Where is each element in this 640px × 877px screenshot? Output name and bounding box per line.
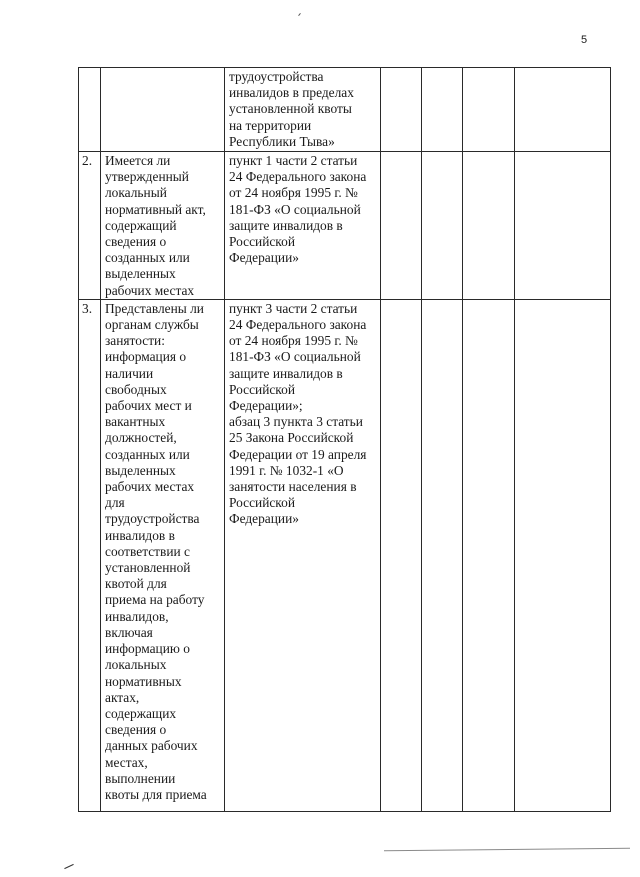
notes-cell	[515, 68, 611, 152]
question-cell: Имеется ли утвержденный локальный нормативный акт, содержащий сведения о созданных или выделенных рабочих местах	[101, 152, 225, 300]
table-row	[79, 68, 611, 152]
row-number-cell: 3.	[79, 299, 101, 811]
row-number-cell	[79, 68, 101, 152]
answer-not-applicable-cell	[463, 68, 515, 152]
notes-cell	[515, 152, 611, 300]
notes-cell	[515, 299, 611, 811]
answer-not-applicable-cell	[463, 299, 515, 811]
question-cell	[101, 68, 225, 152]
scan-mark-top	[298, 13, 301, 16]
answer-no-cell	[422, 299, 463, 811]
row-number-cell: 2.	[79, 152, 101, 300]
answer-no-cell	[422, 152, 463, 300]
table-row	[79, 152, 611, 300]
table-row	[79, 299, 611, 811]
page-number: 5	[581, 34, 588, 46]
scan-mark-bottom	[64, 864, 73, 869]
legal-basis-cell: пункт 1 части 2 статьи 24 Федерального закона от 24 ноября 1995 г. № 181-ФЗ «О социальной защите инвалидов в Российской Федерации»	[225, 152, 381, 300]
legal-basis-cell: пункт 3 части 2 статьи 24 Федерального закона от 24 ноября 1995 г. № 181-ФЗ «О социальной защите инвалидов в Российской Федерации»; абзац 3 пункта 3 статьи 25 Закона Российской Федерации от 19 апреля 1991 г. № 1032-1 «О занятости населения в Российской Федерации»	[225, 299, 381, 811]
answer-yes-cell	[381, 152, 422, 300]
question-cell: Представлены ли органам службы занятости: информация о наличии свободных рабочих мест и вакантных должностей, созданных или выделенных рабочих местах для трудоустройства инвалидов в соответствии с установленной квотой для приема на работу инвалидов, включая информацию о локальных нормативных актах, содержащих сведения о данных рабочих местах, выполнении квоты для приема	[101, 299, 225, 811]
signature-line	[384, 848, 630, 852]
answer-yes-cell	[381, 68, 422, 152]
answer-no-cell	[422, 68, 463, 152]
legal-basis-cell: трудоустройства инвалидов в пределах установленной квоты на территории Республики Тыва»	[225, 68, 381, 152]
answer-not-applicable-cell	[463, 152, 515, 300]
answer-yes-cell	[381, 299, 422, 811]
checklist-table	[78, 67, 611, 812]
